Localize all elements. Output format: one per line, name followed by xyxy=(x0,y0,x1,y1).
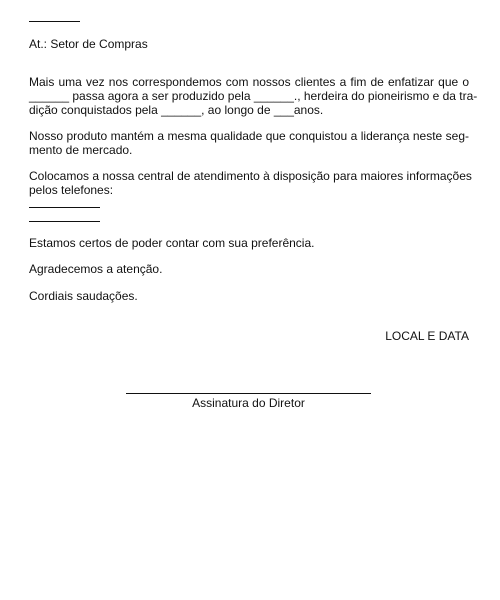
local-and-date: LOCAL E DATA xyxy=(385,329,469,343)
phone-blank-line-2 xyxy=(29,221,100,222)
closing-line-3: Cordiais saudações. xyxy=(29,289,138,303)
recipient-blank-line xyxy=(29,21,80,22)
paragraph-3-line-1: Colocamos a nossa central de atendimento à disposição para maiores informações xyxy=(29,169,472,183)
phone-blank-line-1 xyxy=(29,207,100,208)
signature-line xyxy=(126,393,371,394)
paragraph-2-line-1: Nosso produto mantém a mesma qualidade que conquistou a liderança neste seg- xyxy=(29,129,469,143)
letter-document xyxy=(29,0,478,600)
paragraph-2-line-2: mento de mercado. xyxy=(29,143,133,157)
signature-label: Assinatura do Diretor xyxy=(192,396,305,410)
closing-line-2: Agradecemos a atenção. xyxy=(29,262,163,276)
paragraph-1-line-2: ______ passa agora a ser produzido pela ______., herdeira do pioneirismo e da tra- xyxy=(29,89,478,103)
attention-line: At.: Setor de Compras xyxy=(29,37,148,51)
paragraph-1-line-3: dição conquistados pela ______, ao longo de ___anos. xyxy=(29,103,324,117)
closing-line-1: Estamos certos de poder contar com sua preferência. xyxy=(29,236,315,250)
paragraph-1-line-1: Mais uma vez nos correspondemos com nossos clientes a fim de enfatizar que o xyxy=(29,75,469,89)
paragraph-3-line-2: pelos telefones: xyxy=(29,183,114,197)
signature-block xyxy=(126,393,371,410)
